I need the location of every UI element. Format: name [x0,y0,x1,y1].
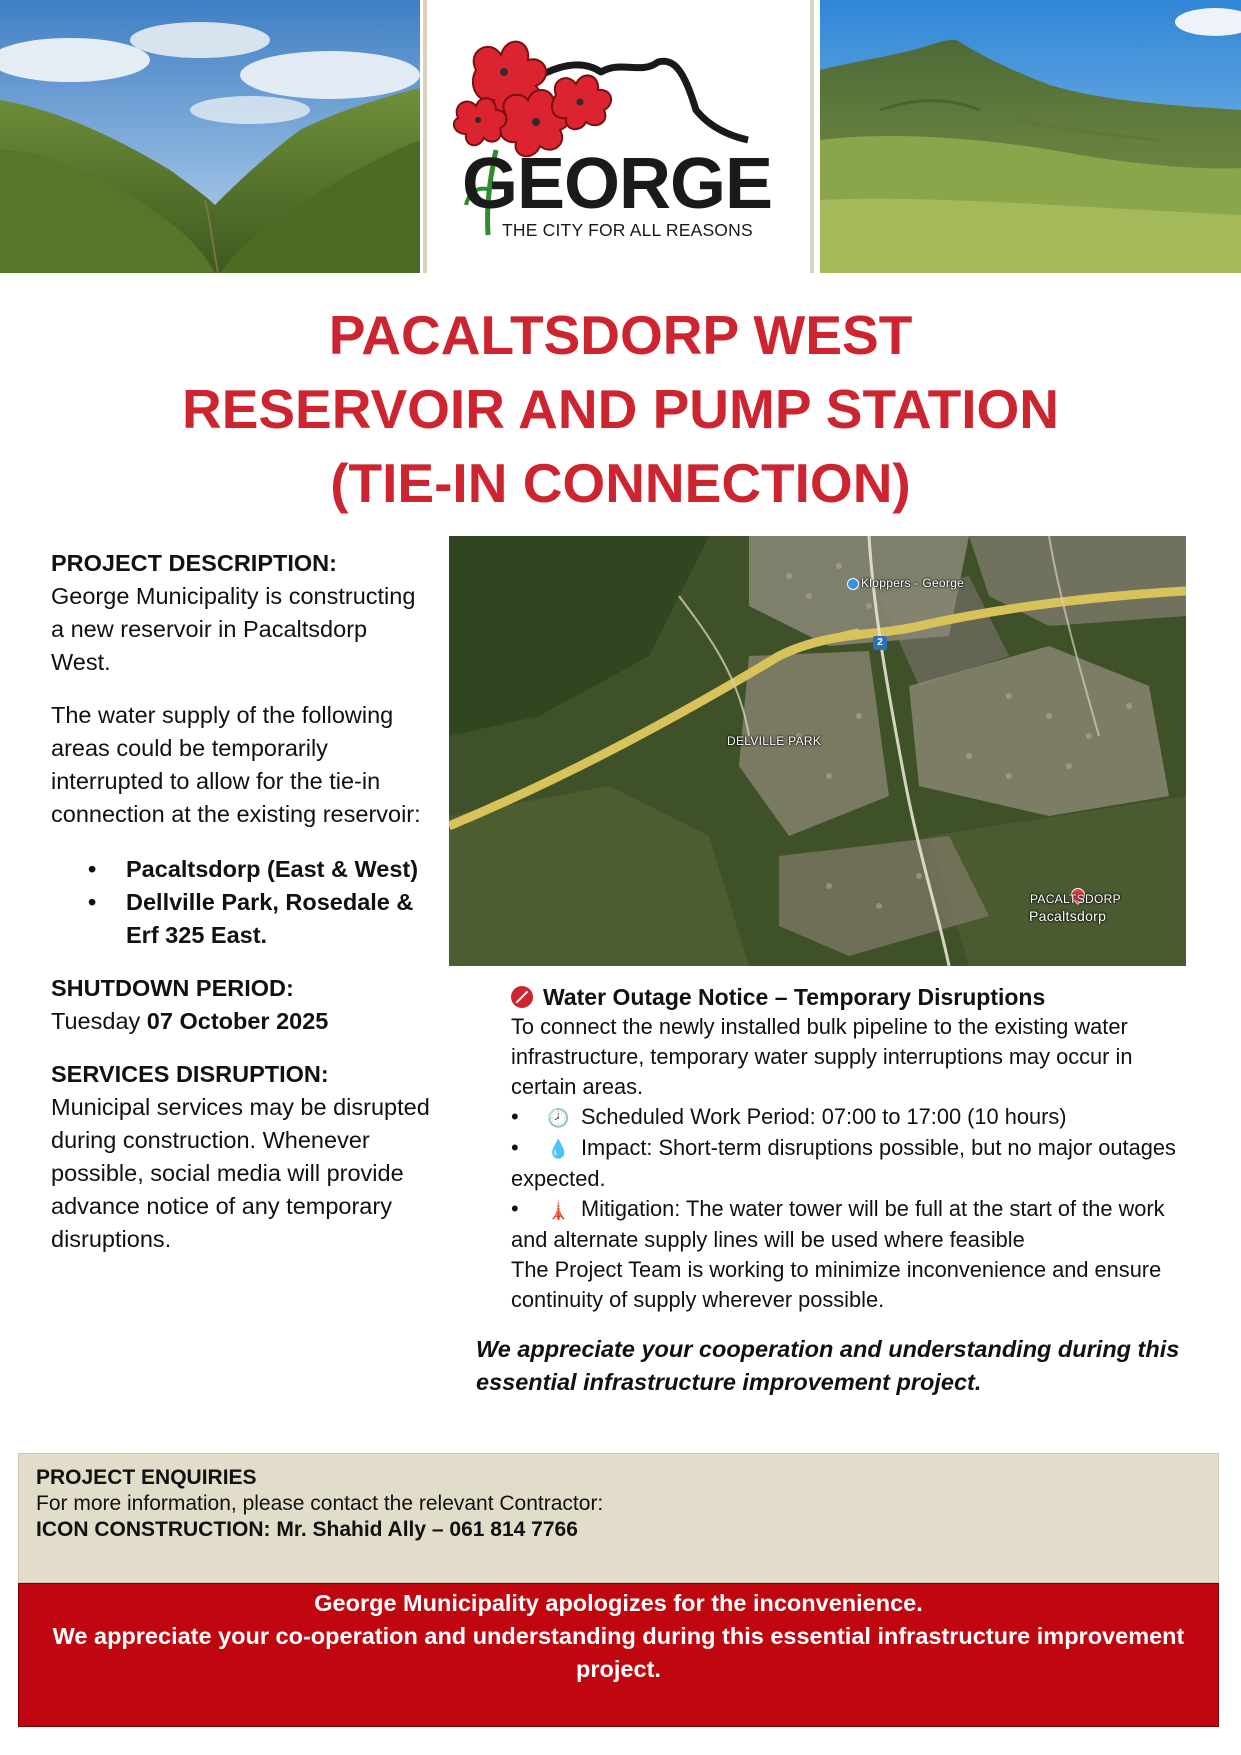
no-water-icon [511,986,533,1008]
contractor-contact: ICON CONSTRUCTION: Mr. Shahid Ally – 061 814 7766 [36,1518,578,1541]
list-item: • Pacaltsdorp (East & West) [51,853,431,886]
services-disruption-text: Municipal services may be disrupted during construction. Whenever possible, social media will provide advance notice of any temporary disruptions. [51,1094,430,1252]
apology-footer [18,1583,1219,1727]
clock-icon: 🕗 [547,1108,570,1128]
header-banner [0,0,1241,273]
logo-tagline: THE CITY FOR ALL REASONS [502,220,753,240]
banner-divider [810,0,814,273]
shutdown-day: Tuesday [51,1008,141,1034]
project-description-text: George Municipality is constructing a new reservoir in Pacaltsdorp West. [51,583,416,675]
affected-areas-intro: The water supply of the following areas could be temporarily interrupted to allow for the tie-in connection at the existing reservoir: [51,702,421,827]
list-item: • 🗼 Mitigation: The water tower will be full at the start of the work and alternate supply lines will be used where feasible [511,1196,1165,1252]
list-item: • 🕗 Scheduled Work Period: 07:00 to 17:00 (10 hours) [511,1102,1191,1133]
list-item: • 💧 Impact: Short-term disruptions possible, but no major outages expected. [511,1135,1176,1191]
title-line-2: RESERVOIR AND PUMP STATION [181,378,1060,440]
title-line-1: PACALTSDORP WEST [328,304,913,366]
footer-line-1: George Municipality apologizes for the inconvenience. [314,1590,923,1616]
notice-closing: The Project Team is working to minimize inconvenience and ensure continuity of supply wherever possible. [511,1257,1162,1312]
project-enquiries-box [18,1453,1219,1583]
shutdown-date [51,1005,431,1038]
map-label-pacaltsdorp: Pacaltsdorp [1029,908,1107,924]
page-title [0,298,1241,520]
george-logo [436,0,804,273]
banner-divider [423,0,427,273]
mountain-valley-photo [0,0,420,273]
project-description-heading: PROJECT DESCRIPTION: [51,550,337,576]
map-label-delville-park: DELVILLE PARK [727,734,822,748]
map-label-kloppers: Kloppers - George [861,576,965,590]
water-tower-icon: 🗼 [547,1200,570,1220]
logo-wordmark: GEORGE [462,144,773,224]
map-pin-icon [847,578,859,590]
affected-areas-list [51,853,431,952]
title-line-3: (TIE-IN CONNECTION) [330,452,911,514]
mountain-peak-photo [820,0,1241,273]
map-label-pacaltsdorp-upper: PACALTSDORP [1030,892,1121,906]
satellite-map [449,536,1186,966]
footer-line-2: We appreciate your co-operation and understanding during this essential infrastructure improvement project. [52,1623,1185,1682]
shutdown-period-heading: SHUTDOWN PERIOD: [51,975,294,1001]
enquiries-text: For more information, please contact the relevant Contractor: [36,1492,604,1515]
water-outage-notice [511,982,1191,1315]
enquiries-heading: PROJECT ENQUIRIES [36,1466,257,1489]
services-disruption-heading: SERVICES DISRUPTION: [51,1061,329,1087]
notice-heading: Water Outage Notice – Temporary Disruptions [511,982,1191,1012]
project-details-column [51,547,431,1256]
shutdown-date-value: 07 October 2025 [146,1008,329,1034]
list-item: • Dellville Park, Rosedale & Erf 325 East. [51,886,431,952]
water-drop-icon: 💧 [547,1139,570,1159]
route-shield-icon: 2 [873,636,887,650]
appreciation-note: We appreciate your cooperation and understanding during this essential infrastructure improvement project. [476,1336,1180,1395]
notice-intro: To connect the newly installed bulk pipeline to the existing water infrastructure, temporary water supply interruptions may occur in certain areas. [511,1014,1133,1099]
